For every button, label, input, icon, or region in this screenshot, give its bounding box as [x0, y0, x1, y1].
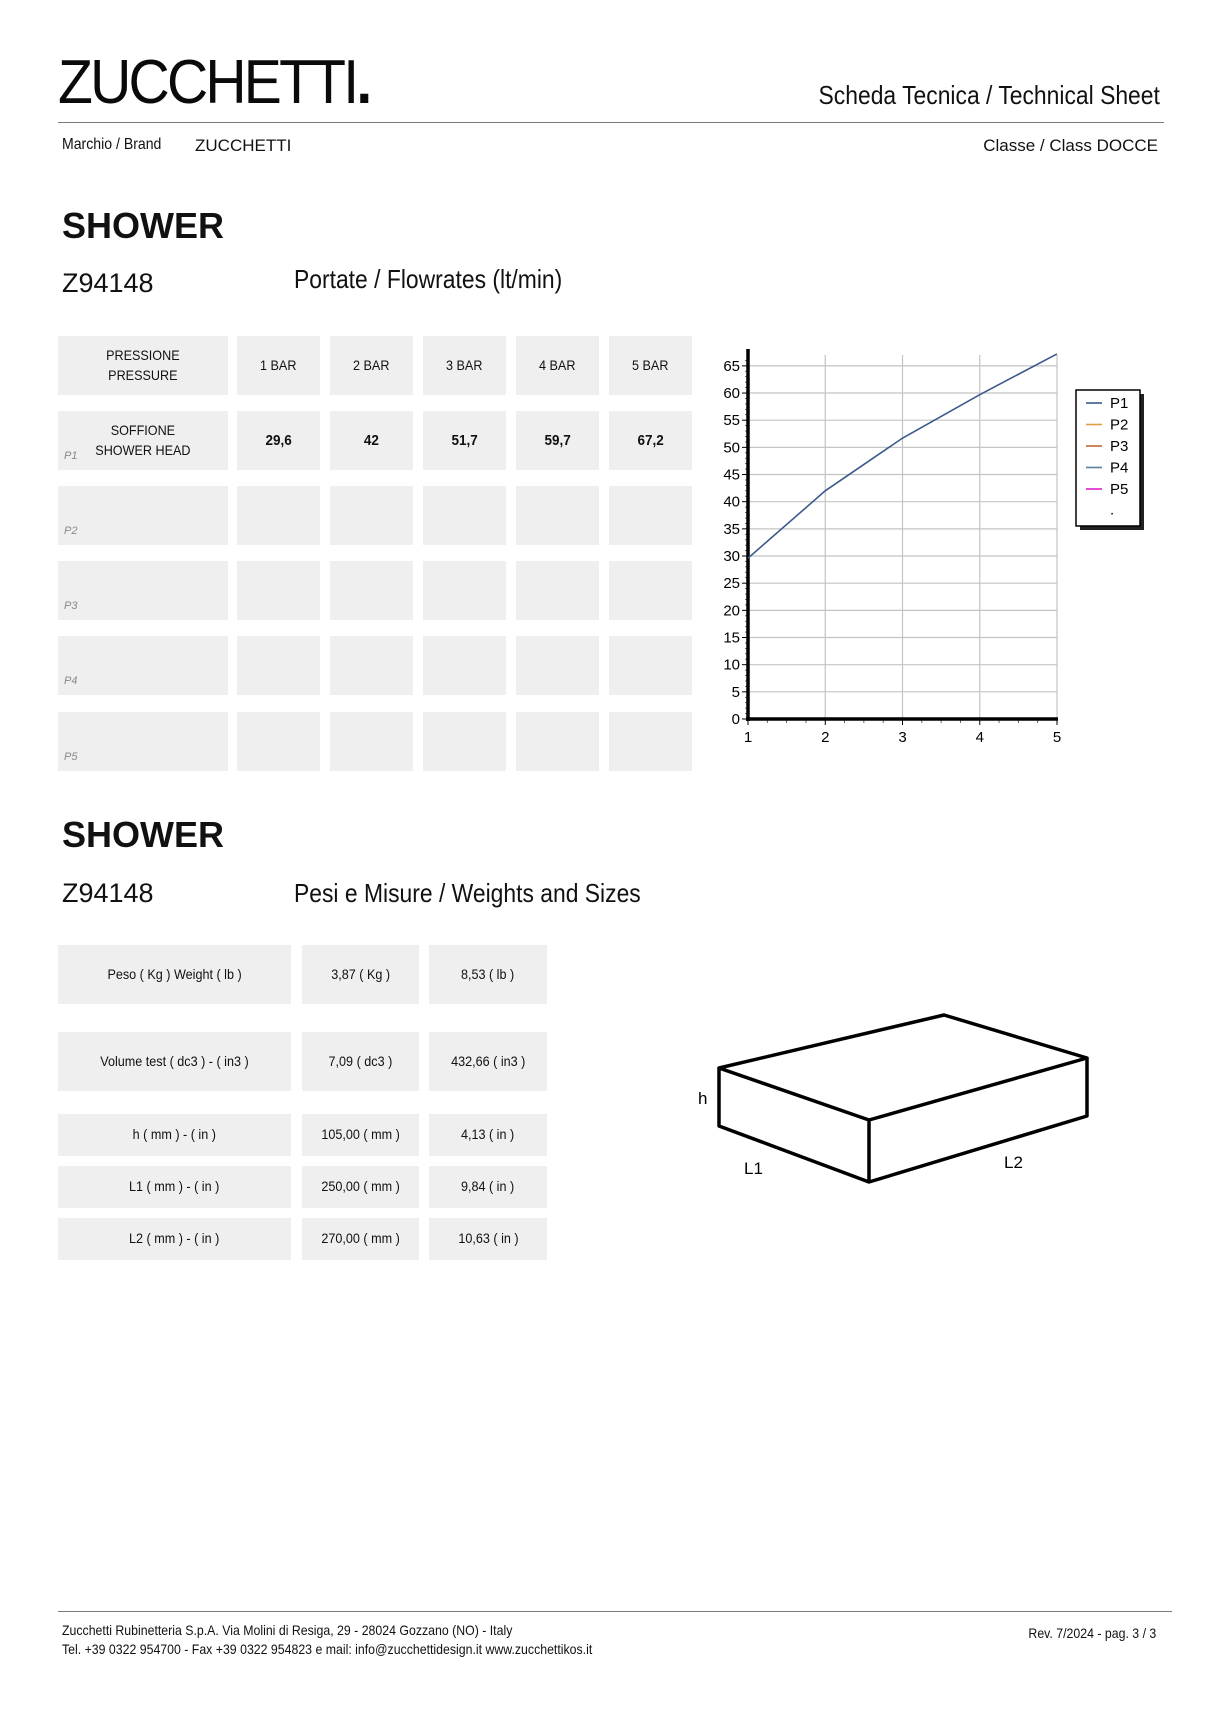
svg-text:60: 60 — [723, 385, 740, 403]
table-row-label — [58, 561, 228, 620]
row-tag: P1 — [64, 449, 78, 462]
column-header — [237, 336, 320, 395]
l1-imperial — [429, 1166, 547, 1208]
height-metric — [302, 1114, 419, 1156]
height-label — [58, 1114, 291, 1156]
flowrates-subtitle: Portate / Flowrates (lt/min) — [294, 264, 563, 294]
column-header-label: 1 BAR — [260, 356, 297, 373]
section-title-flowrates: SHOWER — [62, 205, 224, 246]
svg-text:55: 55 — [723, 412, 740, 430]
svg-text:5: 5 — [1052, 729, 1062, 746]
weight-label — [58, 945, 291, 1004]
brand-value: ZUCCHETTI — [195, 136, 292, 155]
value-text: 3,87 ( Kg ) — [331, 965, 390, 982]
column-header-label: 4 BAR — [539, 356, 576, 373]
column-header — [516, 336, 599, 395]
sheet-title: Scheda Tecnica / Technical Sheet — [818, 80, 1160, 110]
svg-text:25: 25 — [723, 575, 740, 593]
column-header-label: 2 BAR — [353, 356, 390, 373]
value-text: 250,00 ( mm ) — [321, 1178, 400, 1195]
value-text: 51,7 — [451, 432, 478, 449]
value-text: 29,6 — [265, 432, 292, 449]
weight-imperial — [429, 945, 547, 1004]
l2-label — [58, 1218, 291, 1260]
flowrate-value — [237, 486, 320, 545]
svg-text:P1: P1 — [1110, 395, 1129, 412]
svg-text:15: 15 — [723, 629, 740, 647]
volume-imperial — [429, 1032, 547, 1091]
product-code: Z94148 — [62, 878, 154, 908]
svg-text:P4: P4 — [1110, 459, 1129, 477]
flowrate-value — [330, 561, 413, 620]
flowrate-value — [423, 561, 506, 620]
product-code: Z94148 — [62, 268, 154, 298]
flowrate-value — [609, 486, 692, 545]
chart-grid — [748, 355, 1057, 719]
legend-extra: . — [1110, 501, 1115, 519]
footer-contact: Tel. +39 0322 954700 - Fax +39 0322 954823 e mail: info@zucchettidesign.it www.zucchettikos.it — [62, 1641, 593, 1657]
value-text: 8,53 ( lb ) — [461, 965, 515, 982]
flowrate-value — [330, 636, 413, 695]
value-text: 432,66 ( in3 ) — [450, 1052, 526, 1069]
section-title-weights: SHOWER — [62, 814, 224, 855]
flowrate-value — [609, 411, 692, 470]
flowrate-value — [237, 636, 320, 695]
pressure-label-en: PRESSURE — [108, 366, 178, 383]
label-text: h ( mm ) - ( in ) — [132, 1126, 217, 1143]
flowrate-value — [516, 411, 599, 470]
row-label-it: SOFFIONE — [110, 421, 176, 438]
brand-logo — [58, 48, 370, 117]
class-label: Classe / Class DOCCE — [983, 136, 1158, 155]
x-axis-tick-labels — [744, 729, 1061, 746]
svg-text:2: 2 — [821, 729, 830, 746]
footer-revision: Rev. 7/2024 - pag. 3 / 3 — [1028, 1625, 1156, 1641]
flowrate-value — [330, 712, 413, 771]
svg-text:P5: P5 — [1110, 481, 1129, 498]
column-header-label: 5 BAR — [632, 356, 669, 373]
weight-metric — [302, 945, 419, 1004]
height-imperial — [429, 1114, 547, 1156]
svg-text:5: 5 — [731, 683, 740, 701]
table-row-label — [58, 636, 228, 695]
flowrate-value — [330, 411, 413, 470]
l2-imperial — [429, 1218, 547, 1260]
column-header-label: 3 BAR — [446, 356, 483, 373]
logo-dot: . — [356, 48, 370, 117]
dimensions-diagram — [690, 1000, 1110, 1200]
flowrate-value — [516, 486, 599, 545]
svg-text:0: 0 — [731, 711, 740, 728]
svg-text:4: 4 — [975, 729, 984, 746]
svg-text:45: 45 — [723, 466, 740, 484]
svg-text:50: 50 — [723, 439, 740, 457]
weights-subtitle: Pesi e Misure / Weights and Sizes — [294, 878, 641, 908]
flowrate-chart — [700, 340, 1160, 760]
svg-text:40: 40 — [723, 493, 740, 511]
column-header — [423, 336, 506, 395]
svg-text:30: 30 — [723, 548, 740, 566]
svg-text:65: 65 — [723, 357, 740, 375]
flowrate-value — [516, 561, 599, 620]
y-axis-tick-labels — [723, 358, 740, 728]
row-tag: P4 — [64, 674, 78, 687]
footer-address: Zucchetti Rubinetteria S.p.A. Via Molini di Resiga, 29 - 28024 Gozzano (NO) - Italy — [62, 1622, 513, 1638]
column-header — [330, 336, 413, 395]
chart-axes — [742, 349, 1058, 725]
flowrate-value — [423, 636, 506, 695]
svg-text:1: 1 — [743, 729, 753, 746]
value-text: 270,00 ( mm ) — [321, 1230, 400, 1247]
flowrate-value — [609, 712, 692, 771]
table-row-label — [58, 411, 228, 470]
flowrate-value — [609, 636, 692, 695]
svg-text:10: 10 — [723, 656, 740, 674]
svg-text:P3: P3 — [1110, 438, 1129, 455]
flowrate-value — [423, 411, 506, 470]
footer-divider — [58, 1611, 1172, 1612]
svg-text:3: 3 — [898, 729, 907, 746]
chart-legend — [1076, 390, 1144, 530]
value-text: 4,13 ( in ) — [461, 1126, 515, 1143]
value-text: 59,7 — [544, 432, 571, 449]
value-text: 9,84 ( in ) — [461, 1178, 515, 1195]
flowrate-value — [423, 712, 506, 771]
flowrate-value — [330, 486, 413, 545]
flowrate-value — [237, 561, 320, 620]
brand-label: Marchio / Brand — [62, 136, 162, 153]
volume-label — [58, 1032, 291, 1091]
svg-text:P2: P2 — [1110, 416, 1129, 434]
volume-metric — [302, 1032, 419, 1091]
value-text: 105,00 ( mm ) — [321, 1126, 400, 1143]
value-text: 67,2 — [637, 432, 664, 449]
header-divider — [58, 122, 1164, 123]
flowrate-value — [516, 636, 599, 695]
label-text: Volume test ( dc3 ) - ( in3 ) — [100, 1052, 249, 1069]
box-outline-icon — [719, 1015, 1087, 1182]
value-text: 7,09 ( dc3 ) — [328, 1052, 393, 1069]
table-row-label — [58, 486, 228, 545]
l1-metric — [302, 1166, 419, 1208]
l1-label — [58, 1166, 291, 1208]
svg-text:20: 20 — [723, 602, 740, 620]
label-h: h — [698, 1089, 708, 1108]
row-label-en: SHOWER HEAD — [95, 441, 191, 458]
flowrate-value — [516, 712, 599, 771]
label-text: Peso ( Kg ) Weight ( lb ) — [107, 965, 242, 982]
flowrate-value — [609, 561, 692, 620]
flowrate-value — [237, 712, 320, 771]
flowrate-value — [237, 411, 320, 470]
pressure-header-cell — [58, 336, 228, 395]
label-text: L2 ( mm ) - ( in ) — [129, 1230, 220, 1247]
value-text: 42 — [363, 432, 380, 449]
logo-text: ZUCCHETTI — [58, 48, 357, 117]
label-l2: L2 — [1004, 1153, 1023, 1172]
row-tag: P2 — [64, 524, 78, 537]
column-header — [609, 336, 692, 395]
row-tag: P3 — [64, 599, 78, 612]
label-text: L1 ( mm ) - ( in ) — [129, 1178, 220, 1195]
l2-metric — [302, 1218, 419, 1260]
value-text: 10,63 ( in ) — [457, 1230, 519, 1247]
label-l1: L1 — [744, 1159, 763, 1178]
pressure-label-it: PRESSIONE — [106, 346, 180, 363]
row-tag: P5 — [64, 750, 78, 763]
svg-text:35: 35 — [723, 520, 740, 538]
table-row-label — [58, 712, 228, 771]
flowrate-value — [423, 486, 506, 545]
